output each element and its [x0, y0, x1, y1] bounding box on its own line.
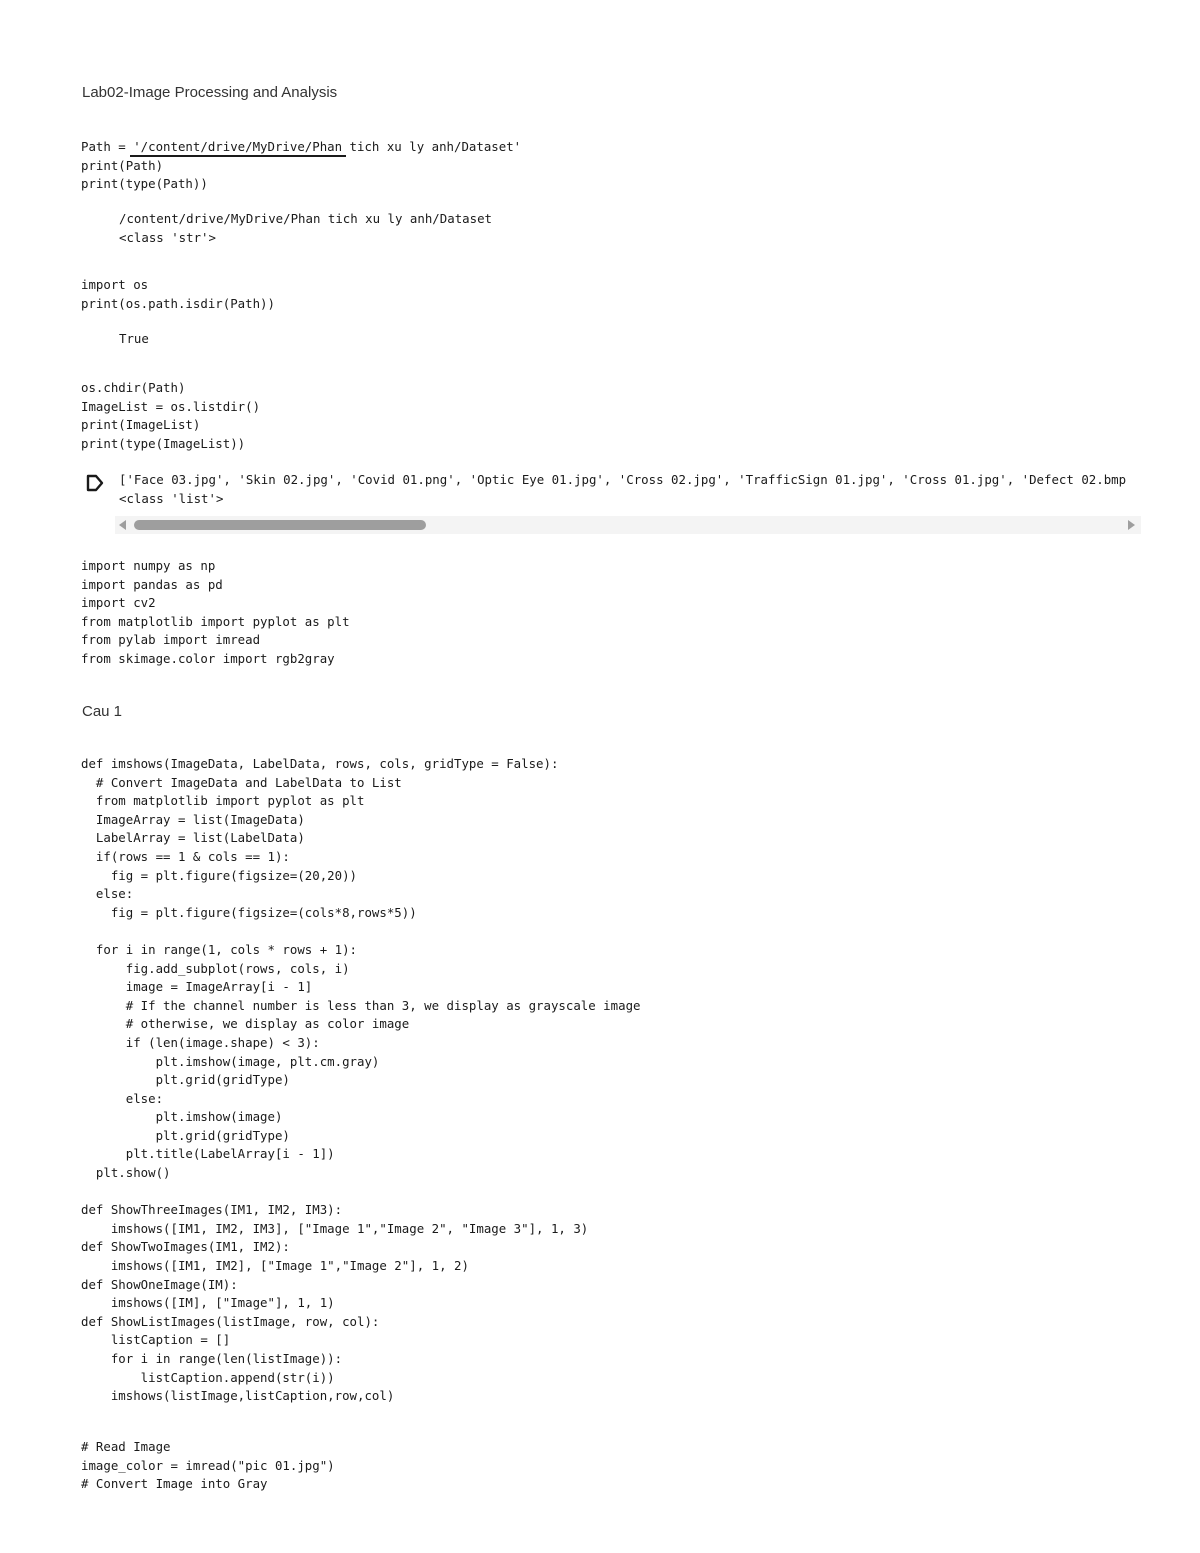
code-cell-imports[interactable]: import numpy as np import pandas as pd import cv2 from matplotlib import pyplot as plt from pylab import imread from skimage.color import rgb2gray	[81, 558, 350, 666]
code-cell-isdir[interactable]: import os print(os.path.isdir(Path))	[81, 277, 275, 311]
output-isdir: True	[119, 331, 149, 346]
output-arrow-icon[interactable]	[86, 474, 104, 492]
output-listdir-scroll-area	[119, 471, 1139, 511]
code-cell-listdir[interactable]: os.chdir(Path) ImageList = os.listdir() print(ImageList) print(type(ImageList))	[81, 380, 261, 451]
code-cell-functions[interactable]: def imshows(ImageData, LabelData, rows, cols, gridType = False): # Convert ImageData and LabelData to List from matplotlib import pyplot as plt ImageArray = list(ImageData) LabelArray = list(LabelData) if(rows == 1 & cols == 1): fig = plt.figure(figsize=(20,20)) else: fig = plt.figure(figsize=(cols*8,rows*5)) for i in range(1, cols * rows + 1): fig.add_subplot(rows, cols, i) image = ImageArray[i - 1] # If the channel number is less than 3, we display as grayscale image # otherwise, we display as color image if (len(image.shape) < 3): plt.imshow(image, plt.cm.gray) plt.grid(gridType) else: plt.imshow(image) plt.grid(gridType) plt.title(LabelArray[i - 1]) plt.show() def ShowThreeImages(IM1, IM2, IM3): imshows([IM1, IM2, IM3], ["Image 1","Image 2", "Image 3"], 1, 3) def ShowTwoImages(IM1, IM2): imshows([IM1, IM2], ["Image 1","Image 2"], 1, 2) def ShowOneImage(IM): imshows([IM], ["Image"], 1, 1) def ShowListImages(listImage, row, col): listCaption = [] for i in range(len(listImage)): listCaption.append(str(i)) imshows(listImage,listCaption,row,col)	[81, 756, 641, 1404]
scroll-left-icon[interactable]	[119, 520, 126, 530]
code-cell-path[interactable]: Path = '/content/drive/MyDrive/Phan tich xu ly anh/Dataset' print(Path) print(type(Path))	[81, 139, 522, 192]
document-title: Lab02-Image Processing and Analysis	[82, 84, 338, 101]
code-cell-read-image[interactable]: # Read Image image_color = imread("pic 01.jpg") # Convert Image into Gray	[81, 1439, 335, 1492]
section-heading: Cau 1	[82, 703, 123, 720]
scrollbar-thumb[interactable]	[134, 520, 426, 530]
output-horizontal-scrollbar[interactable]	[115, 516, 1141, 534]
output-path: /content/drive/MyDrive/Phan tich xu ly anh/Dataset <class 'str'>	[119, 211, 492, 245]
output-listdir: ['Face 03.jpg', 'Skin 02.jpg', 'Covid 01.png', 'Optic Eye 01.jpg', 'Cross 02.jpg', 'TrafficSign 01.jpg', 'Cross 01.jpg', 'Defect 02.bmp <class 'list'>	[119, 472, 1127, 506]
scroll-right-icon[interactable]	[1128, 520, 1135, 530]
path-link-underline	[130, 155, 346, 157]
